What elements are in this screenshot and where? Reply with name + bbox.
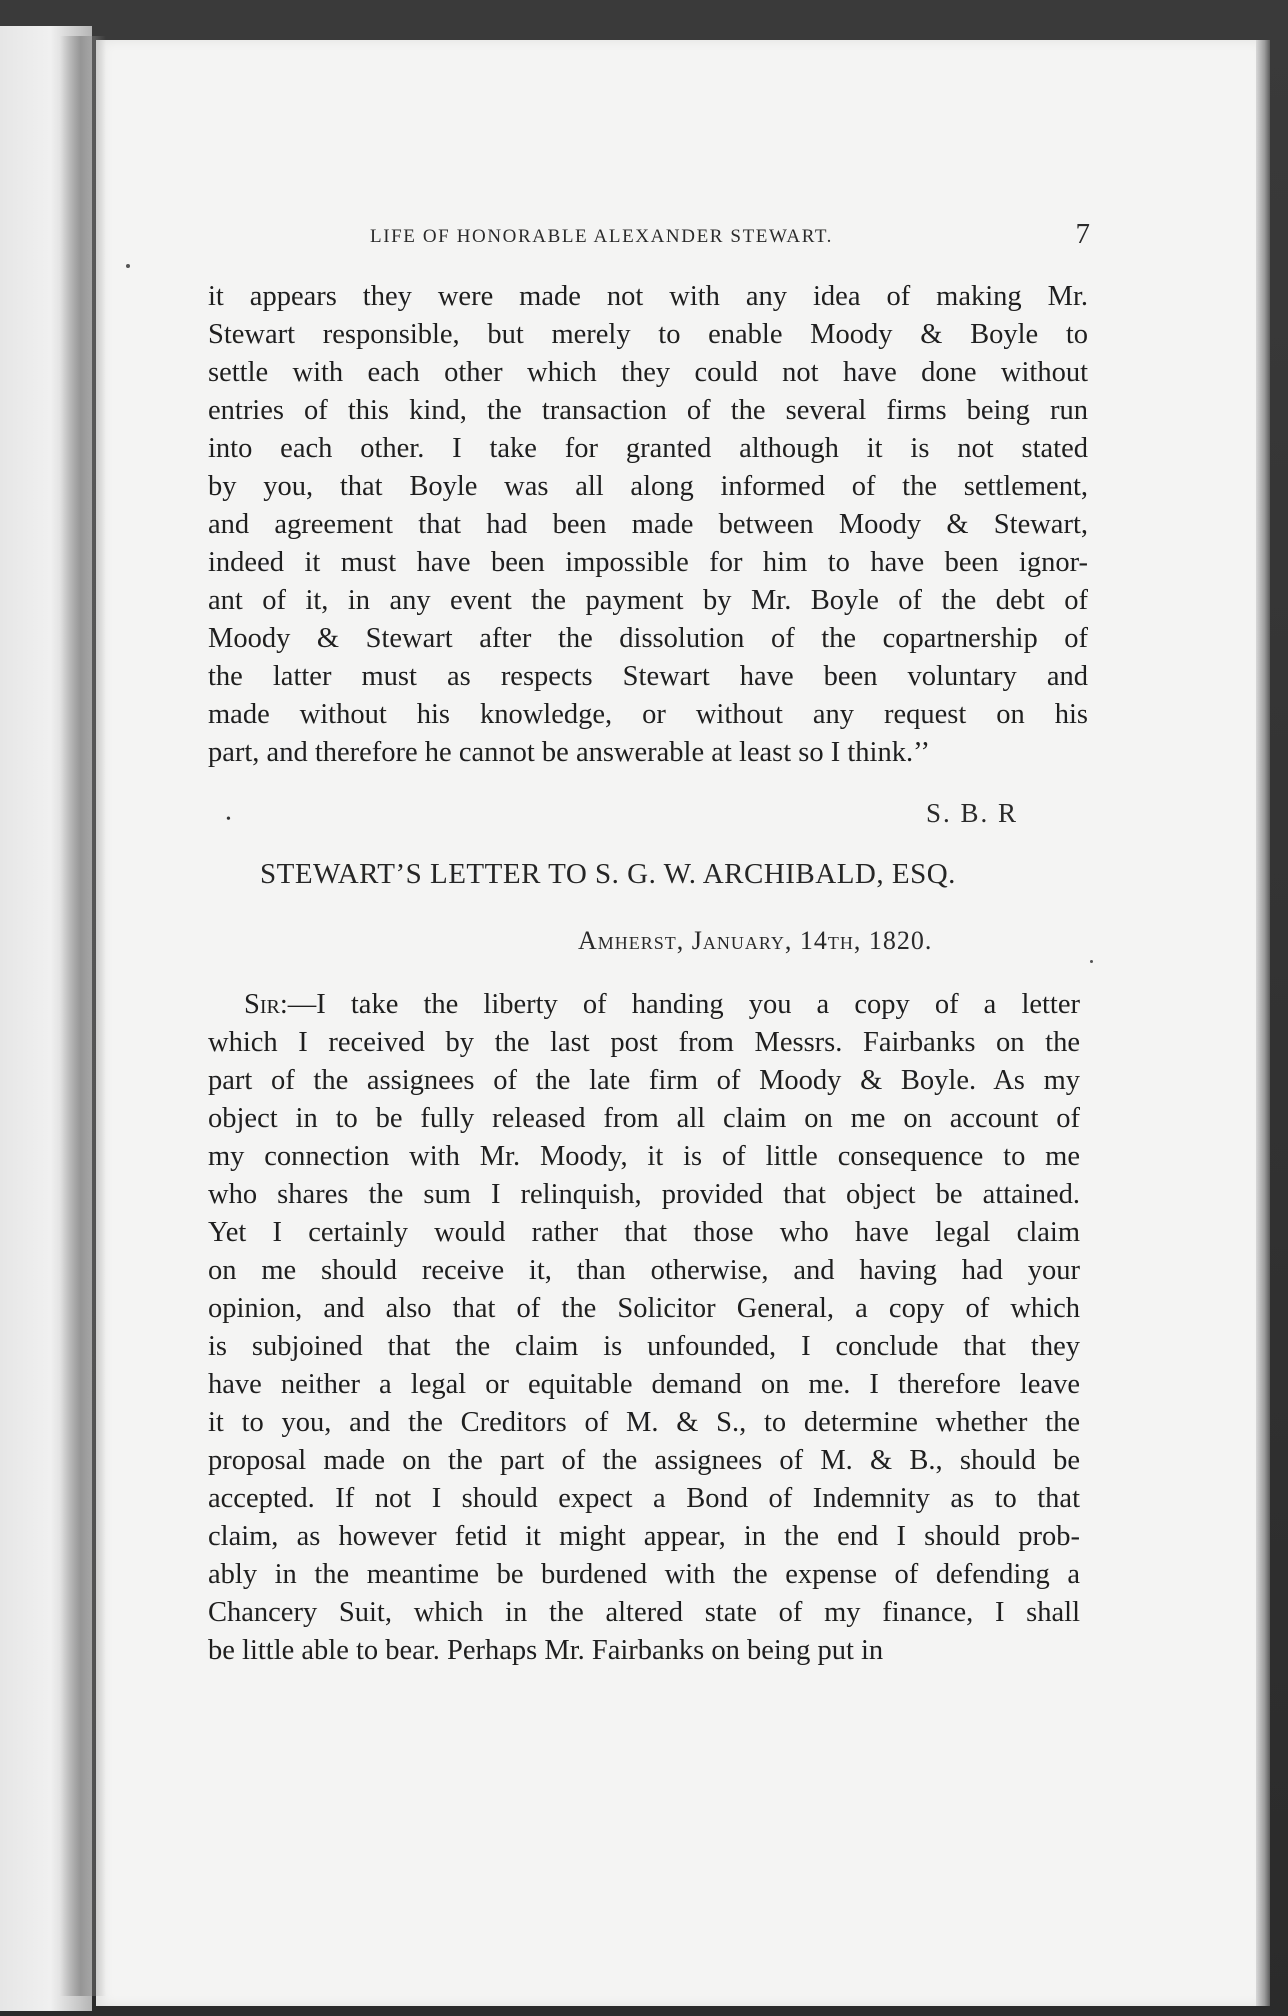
text-line: into each other. I take for granted although it is not stated: [208, 433, 1088, 464]
page-right-edge: [1256, 40, 1270, 2006]
text-line: my connection with Mr. Moody, it is of little consequence to me: [208, 1141, 1080, 1172]
text-line: Chancery Suit, which in the altered state of my finance, I shall: [208, 1597, 1080, 1628]
text-line: it to you, and the Creditors of M. & S., to determine whether the: [208, 1407, 1080, 1438]
text-line: who shares the sum I relinquish, provided that object be attained.: [208, 1179, 1080, 1210]
scan-blemish: [126, 264, 130, 268]
scan-blemish: [1090, 960, 1093, 963]
text-line: [208, 986, 1080, 1024]
page-header: [370, 218, 1090, 252]
text-line: object in to be fully released from all claim on me on account of: [208, 1103, 1080, 1134]
text-line: Yet I certainly would rather that those who have legal claim: [208, 1217, 1080, 1248]
text-line: Stewart responsible, but merely to enable Moody & Boyle to: [208, 319, 1088, 350]
text-line: ant of it, in any event the payment by Mr. Boyle of the debt of: [208, 585, 1088, 616]
text-line-rest: :—I take the liberty of handing you a copy of a letter: [279, 989, 1080, 1020]
text-line: part of the assignees of the late firm of Moody & Boyle. As my: [208, 1065, 1080, 1096]
text-line: indeed it must have been impossible for him to have been ignor-: [208, 547, 1088, 578]
page-number: 7: [1075, 218, 1090, 250]
text-line: have neither a legal or equitable demand on me. I therefore leave: [208, 1369, 1080, 1400]
text-line: on me should receive it, than otherwise, and having had your: [208, 1255, 1080, 1286]
text-line: entries of this kind, the transaction of the several firms being run: [208, 395, 1088, 426]
text-line: is subjoined that the claim is unfounded, I conclude that they: [208, 1331, 1080, 1362]
signature-initials: S. B. R: [925, 798, 1018, 828]
running-title: LIFE OF HONORABLE ALEXANDER STEWART.: [370, 226, 834, 247]
dateline: [578, 926, 932, 956]
text-line: claim, as however fetid it might appear, in the end I should prob-: [208, 1521, 1080, 1552]
dateline-text: Amherst, January, 14th, 1820.: [578, 926, 933, 955]
text-line: Moody & Stewart after the dissolution of the copartnership of: [208, 623, 1088, 654]
text-line: made without his knowledge, or without any request on his: [208, 699, 1088, 730]
text-line: proposal made on the part of the assignees of M. & B., should be: [208, 1445, 1080, 1476]
letter-heading: STEWART’S LETTER TO S. G. W. ARCHIBALD, ESQ.: [260, 858, 956, 890]
text-line: and agreement that had been made between Moody & Stewart,: [208, 509, 1088, 540]
salutation: Sir: [244, 989, 280, 1020]
text-line: accepted. If not I should expect a Bond of Indemnity as to that: [208, 1483, 1080, 1514]
page-gutter-shadow: [60, 36, 106, 1996]
text-line: the latter must as respects Stewart have been voluntary and: [208, 661, 1088, 692]
paragraph-continued: [208, 278, 1088, 772]
letter-body: [208, 986, 1080, 1670]
text-line: it appears they were made not with any idea of making Mr.: [208, 281, 1088, 312]
text-line: part, and therefore he cannot be answerable at least so I think.’’: [208, 737, 930, 768]
text-line: opinion, and also that of the Solicitor General, a copy of which: [208, 1293, 1080, 1324]
text-line: settle with each other which they could not have done without: [208, 357, 1088, 388]
text-line: which I received by the last post from Messrs. Fairbanks on the: [208, 1027, 1080, 1058]
stray-mark: •: [226, 812, 231, 827]
text-line: by you, that Boyle was all along informed of the settlement,: [208, 471, 1088, 502]
text-line: ably in the meantime be burdened with the expense of defending a: [208, 1559, 1080, 1590]
text-line: be little able to bear. Perhaps Mr. Fairbanks on being put in: [208, 1635, 884, 1666]
